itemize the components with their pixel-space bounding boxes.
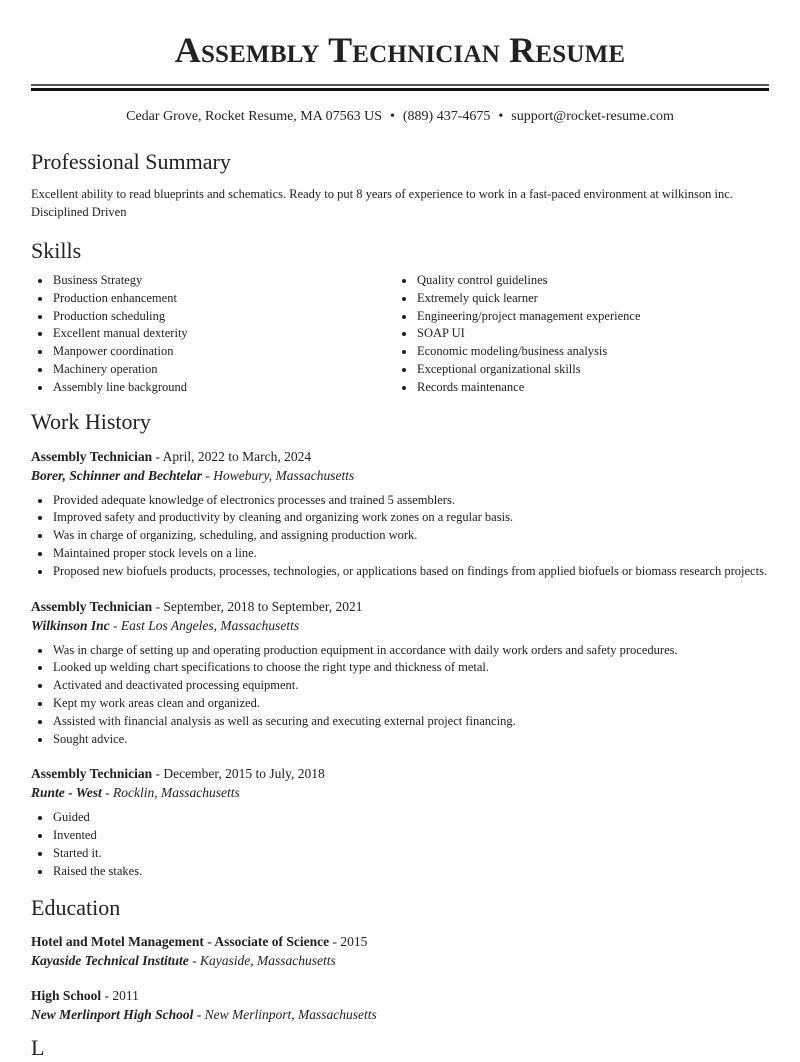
job-entry [31, 597, 769, 749]
education-year: 2015 [340, 933, 368, 949]
job-bullet: Kept my work areas clean and organized. [31, 695, 769, 713]
skills-list-right [395, 272, 759, 397]
resume-title: Assembly Technician Resume [174, 30, 626, 70]
contact-phone: (889) 437-4675 [402, 109, 491, 124]
job-title-line: Assembly Technician - December, 2015 to July, 2018 [31, 766, 325, 782]
skill-item: Records maintenance [395, 379, 759, 397]
next-section-heading-cutoff: L [31, 1034, 45, 1060]
job-company: Runte - West [31, 785, 102, 801]
skill-item: Excellent manual dexterity [31, 325, 395, 343]
job-company: Borer, Schinner and Bechtelar [31, 467, 203, 483]
skills-heading: Skills [31, 238, 82, 263]
job-bullet: Looked up welding chart specifications to choose the right type and thickness of metal. [31, 659, 769, 677]
skill-item: Production enhancement [31, 290, 395, 308]
summary-section [31, 148, 769, 221]
job-bullets [31, 642, 769, 749]
job-bullet: Maintained proper stock levels on a line. [31, 545, 769, 563]
job-dates: September, 2018 to September, 2021 [163, 598, 363, 614]
skill-item: Production scheduling [31, 308, 395, 326]
job-bullet: Was in charge of setting up and operating production equipment in accordance with daily work orders and safety procedures. [31, 642, 769, 660]
job-bullet: Provided adequate knowledge of electronics processes and trained 5 assemblers. [31, 492, 769, 510]
job-bullet: Improved safety and productivity by cleaning and organizing work zones on a regular basis. [31, 509, 769, 527]
summary-text: Excellent ability to read blueprints and schematics. Ready to put 8 years of experience to work in a fast-paced environment at wilkinson inc. Disciplined Driven [31, 187, 733, 219]
contact-email: support@rocket-resume.com [511, 109, 674, 124]
skill-item: Exceptional organizational skills [395, 361, 759, 379]
skill-item: Economic modeling/business analysis [395, 343, 759, 361]
separator-bullet: • [498, 109, 504, 124]
job-bullet: Invented [31, 827, 769, 845]
job-bullet: Sought advice. [31, 731, 769, 749]
skills-columns [31, 272, 769, 397]
job-entry [31, 447, 769, 581]
job-dates: December, 2015 to July, 2018 [163, 766, 325, 782]
job-location: East Los Angeles, Massachusetts [120, 617, 300, 633]
work-history-section [31, 408, 769, 881]
job-bullet: Activated and deactivated processing equipment. [31, 677, 769, 695]
job-company-line: Borer, Schinner and Bechtelar - Howebury, Massachusetts [31, 467, 355, 483]
job-bullet: Guided [31, 809, 769, 827]
skill-item: Business Strategy [31, 272, 395, 290]
job-bullets [31, 809, 769, 880]
skills-section [31, 237, 769, 397]
job-title: Assembly Technician [31, 448, 153, 464]
education-school-line: New Merlinport High School - New Merlinport, Massachusetts [31, 1006, 377, 1022]
education-section [31, 894, 769, 1024]
contact-address: Cedar Grove, Rocket Resume, MA 07563 US [126, 109, 382, 124]
job-bullet: Was in charge of organizing, scheduling, and assigning production work. [31, 527, 769, 545]
skill-item: Quality control guidelines [395, 272, 759, 290]
job-bullet: Assisted with financial analysis as well as securing and executing external project financing. [31, 713, 769, 731]
summary-heading: Professional Summary [31, 149, 231, 174]
job-location: Howebury, Massachusetts [213, 467, 355, 483]
header-divider [31, 84, 769, 91]
education-school: New Merlinport High School [31, 1006, 194, 1022]
job-entry [31, 764, 769, 880]
education-degree-line: High School - 2011 [31, 987, 139, 1003]
job-dates: April, 2022 to March, 2024 [162, 448, 312, 464]
job-location: Rocklin, Massachusetts [113, 785, 240, 801]
job-title-line: Assembly Technician - April, 2022 to March, 2024 [31, 448, 312, 464]
education-heading: Education [31, 894, 121, 920]
education-location: New Merlinport, Massachusetts [204, 1006, 377, 1022]
job-bullet: Raised the stakes. [31, 863, 769, 881]
education-entry [31, 932, 769, 970]
education-school-line: Kayaside Technical Institute - Kayaside, Massachusetts [31, 952, 336, 968]
job-title-line: Assembly Technician - September, 2018 to September, 2021 [31, 598, 363, 614]
education-year: 2011 [112, 987, 139, 1003]
work-history-heading: Work History [31, 408, 151, 434]
education-location: Kayaside, Massachusetts [200, 952, 336, 968]
skill-item: Assembly line background [31, 379, 395, 397]
job-company-line: Wilkinson Inc - East Los Angeles, Massachusetts [31, 617, 300, 633]
skill-item: Extremely quick learner [395, 290, 759, 308]
skills-list-left [31, 272, 395, 397]
skill-item: SOAP UI [395, 325, 759, 343]
contact-line [31, 108, 769, 126]
job-company-line: Runte - West - Rocklin, Massachusetts [31, 785, 240, 801]
job-bullet: Started it. [31, 845, 769, 863]
skill-item: Manpower coordination [31, 343, 395, 361]
education-school: Kayaside Technical Institute [31, 952, 189, 968]
separator-bullet: • [389, 109, 395, 124]
education-degree: High School [31, 987, 102, 1003]
education-degree: Hotel and Motel Management - Associate of Science [31, 933, 330, 949]
job-bullet: Proposed new biofuels products, processes, technologies, or applications based on findings from applied biofuels or biomass research projects. [31, 563, 769, 581]
education-degree-line: Hotel and Motel Management - Associate of Science - 2015 [31, 933, 368, 949]
skill-item: Engineering/project management experience [395, 308, 759, 326]
job-company: Wilkinson Inc [31, 617, 110, 633]
education-entry [31, 986, 769, 1024]
job-bullets [31, 492, 769, 581]
job-title: Assembly Technician [31, 598, 153, 614]
job-title: Assembly Technician [31, 766, 153, 782]
skill-item: Machinery operation [31, 361, 395, 379]
